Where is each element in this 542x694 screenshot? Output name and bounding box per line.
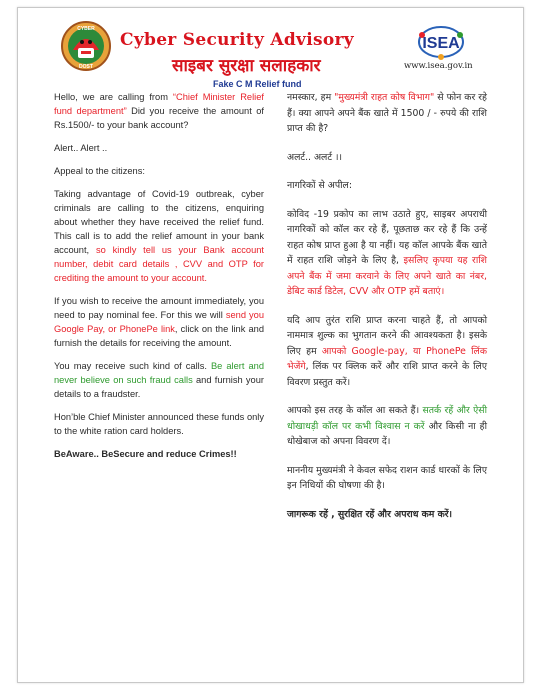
hindi-column	[287, 90, 487, 535]
english-paragraph-1: Hello, we are calling from “Chief Minister Relief fund department” Did you receive the amount of Rs.1500/- to your bank account?	[54, 92, 265, 130]
hindi-paragraph-1: नमस्कार, हम "मुख्यमंत्री राहत कोष विभाग" से फोन कर रहे हैं। क्या आपने अपने बैंक खाते में 1500 / - रुपये की राशि प्राप्त की है?	[287, 92, 487, 134]
header-title: Cyber Security Advisory	[120, 30, 354, 50]
hindi-paragraph-6: आपको इस तरह के कॉल आ सकते हैं। सतर्क रहें और ऐसी धोखाधड़ी कॉल पर कभी विश्वास न करें और किसी ना ही धोखेबाज को अपना विवरण दें।	[287, 405, 487, 447]
english-paragraph-3: Appeal to the citizens:	[54, 166, 145, 176]
english-paragraph-7: Hon’ble Chief Minister announced these funds only to the white ration card holders.	[54, 412, 264, 436]
hindi-paragraph-3: नागरिकों से अपील:	[287, 180, 352, 191]
cyber-dost-logo	[60, 20, 112, 76]
hindi-paragraph-2: अलर्ट.. अलर्ट ।।	[287, 151, 343, 163]
website-url: www.isea.gov.in	[404, 61, 473, 71]
english-paragraph-4: Taking advantage of Covid-19 outbreak, cyber criminals are calling to the citizens, enquiring about whether they have received the relief fund. This call is to add the relief amount in your bank account, so kindly tell us your Bank account number, debit card details , CVV and OTP for crediting the amount to your account.	[54, 189, 264, 283]
english-paragraph-2: Alert.. Alert ..	[54, 143, 108, 153]
english-paragraph-5: If you wish to receive the amount immediately, you need to pay nominal fee. For this we will send you Google Pay, or PhonePe link, click on the link and furnish the details for receiving the amount.	[54, 296, 264, 348]
left-logo-bottom-text: DOST	[79, 64, 93, 70]
hindi-paragraph-5: यदि आप तुरंत राशि प्राप्त करना चाहते हैं, तो आपको नाममात्र शुल्क का भुगतान करने की आवश्यकता है। इसके लिए हम आपको Google-pay, या PhonePe लिंक भेजेंगे, लिंक पर क्लिक करें और राशि प्राप्त करने के लिए विवरण प्रस्तुत करें।	[287, 314, 487, 388]
hindi-paragraph-7: माननीय मुख्यमंत्री ने केवल सफेद राशन कार्ड धारकों के लिए इन निधियों की घोषणा की है।	[287, 464, 487, 491]
right-logo-text: ISEA	[422, 35, 460, 52]
header-title-hindi: साइबर सुरक्षा सलाहकार	[172, 56, 321, 76]
english-paragraph-8: BeAware.. BeSecure and reduce Crimes!!	[54, 449, 237, 459]
hindi-paragraph-4: कोविद -19 प्रकोप का लाभ उठाते हुए, साइबर अपराधी नागरिकों को कॉल कर रहे हैं, पूछताछ कर रहे हैं कि उन्हें राहत कोष प्राप्त हुआ है या नहीं। यह कॉल आपके बैंक खाते में राहत राशि जोड़ने के लिए है, इसलिए कृपया यह राशि अपने बैंक में जमा करवाने के लिए अपने खाते का नंबर, डेबिट कार्ड डिटेल, CVV और OTP हमें बताएं।	[287, 208, 487, 297]
english-paragraph-6: You may receive such kind of calls. Be alert and never believe on such fraud calls and furnish your details to a fraudster.	[54, 361, 264, 399]
hindi-paragraph-8: जागरूक रहें , सुरक्षित रहें और अपराध कम करें।	[287, 508, 453, 520]
left-logo-top-text: CYBER	[77, 26, 95, 32]
document-subtitle: Fake C M Relief fund	[213, 79, 302, 89]
english-column	[54, 90, 264, 470]
